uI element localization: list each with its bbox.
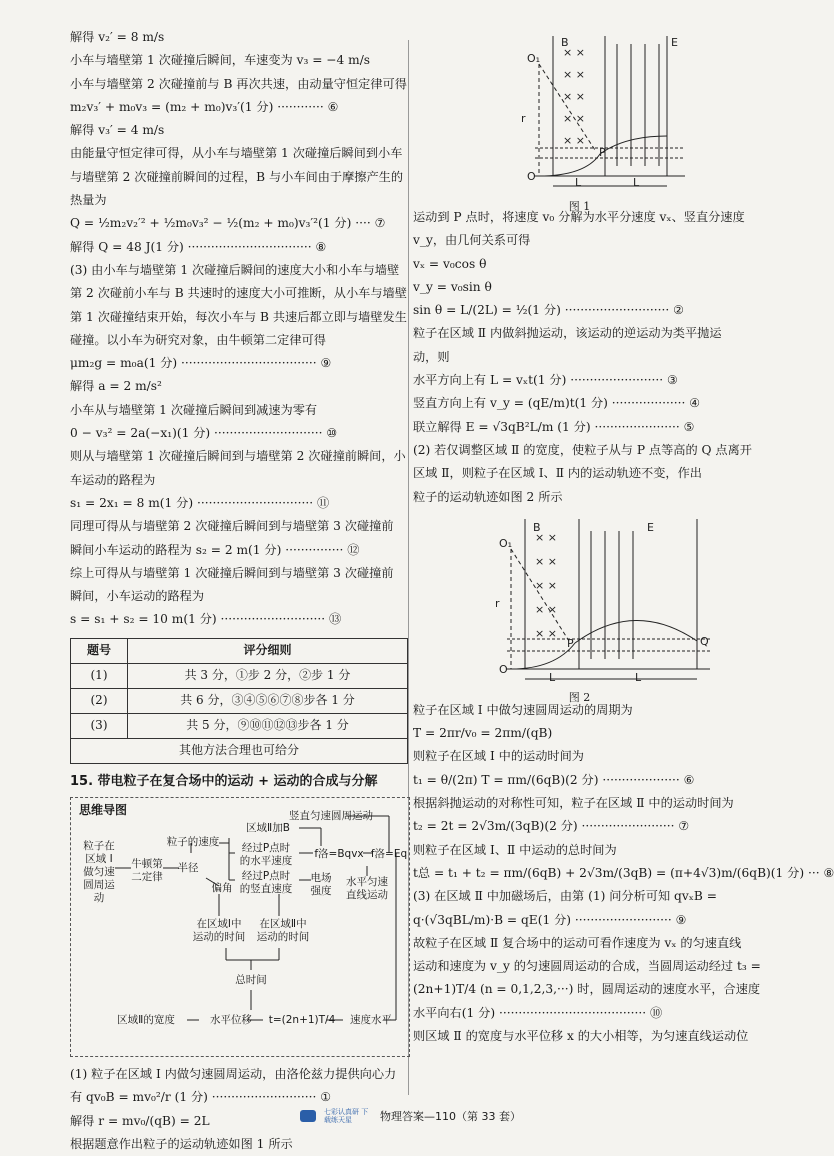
- mm-node-velocity-horizontal: 速度水平: [350, 1014, 392, 1027]
- page-label: 物理答案—110（第 33 套）: [380, 1110, 521, 1123]
- svg-text:× ×: × ×: [562, 90, 585, 103]
- mm-node-horizontal-line: 水平匀速 直线运动: [346, 876, 388, 902]
- text-line: 小车与墙壁第 2 次碰撞前与 B 再次共速，由动量守恒定律可得: [70, 76, 407, 91]
- mm-node-speed: 粒子的速度: [166, 836, 220, 849]
- text-line: vₓ = v₀cos θ: [413, 256, 487, 271]
- text-line: s = s₁ + s₂ = 10 m(1 分) ··························· ⑬: [70, 612, 342, 627]
- svg-text:O: O: [498, 662, 508, 676]
- table-footer-note: 其他方法合理也可给分: [71, 738, 408, 763]
- mm-node-time-region1: 在区域Ⅰ中 运动的时间: [192, 918, 246, 944]
- text-line: v_y = v₀sin θ: [413, 279, 492, 294]
- text-line: 联立解得 E = √3qB²L/m (1 分) ······················ ⑤: [413, 419, 695, 434]
- mm-node-time-formula: t=(2n+1)T/4: [268, 1014, 336, 1027]
- right-column: [413, 26, 834, 1048]
- text-line: 综上可得从与墙壁第 1 次碰撞后瞬间到与墙壁第 3 次碰撞前: [70, 565, 394, 580]
- svg-text:× ×: × ×: [534, 602, 557, 616]
- section-title: 15. 带电粒子在复合场中的运动 + 运动的合成与分解: [70, 773, 378, 789]
- solution-block-15-part1-cont: [413, 206, 752, 509]
- text-line: 则从与墙壁第 1 次碰撞后瞬间到与墙壁第 2 次碰撞前瞬间，小: [70, 449, 406, 464]
- text-line: t₂ = 2t = 2√3m/(3qB)(2 分) ························ ⑦: [413, 819, 690, 834]
- text-line: q·(√3qBL/m)·B = qE(1 分) ························· ⑨: [413, 912, 687, 927]
- mm-node-field-strength: 电场 强度: [310, 872, 332, 898]
- svg-text:× ×: × ×: [562, 112, 585, 125]
- text-line: sin θ = L/(2L) = ½(1 分) ··························· ②: [413, 303, 685, 318]
- logo-text: 七彩认真研 下载练天星: [324, 1108, 369, 1124]
- left-column: [70, 26, 408, 1156]
- text-line: t总 = t₁ + t₂ = πm/(6qB) + 2√3m/(3qB) = (π+4√3)m/(6qB)(1 分) ··· ⑧: [413, 865, 834, 880]
- svg-text:L: L: [548, 670, 555, 684]
- fig1-label-O: O: [526, 170, 536, 183]
- text-line: 运动和速度为 v_y 的匀速圆周运动的合成，当圆周运动经过 t₃ =: [413, 959, 761, 974]
- text-line: s₁ = 2x₁ = 8 m(1 分) ······························ ⑪: [70, 495, 330, 510]
- text-line: 瞬间，小车运动的路程为: [70, 589, 205, 604]
- table-row: [71, 738, 408, 763]
- figure-1-diagram: [435, 26, 725, 192]
- svg-text:P: P: [566, 636, 574, 650]
- table-row: [71, 663, 408, 688]
- mm-node-total-time: 总时间: [235, 974, 267, 987]
- text-line: 碰撞。以小车为研究对象，由牛顿第二定律可得: [70, 332, 326, 347]
- text-line: 第 1 次碰撞结束开始，每次小车与 B 共速后都立即与墙壁发生: [70, 309, 407, 324]
- text-line: 水平向右(1 分) ······································ ⑩: [413, 1005, 663, 1020]
- text-line: (1) 粒子在区域 Ⅰ 内做匀速圆周运动，由洛伦兹力提供向心力: [70, 1067, 397, 1082]
- text-line: 第 2 次碰前小车与 B 共速时的速度大小可推断，从小车与墙壁: [70, 286, 407, 301]
- fig1-label-P: P: [598, 146, 606, 159]
- svg-text:O₁: O₁: [498, 536, 512, 550]
- table-cell: 共 5 分，⑨⑩⑪⑫⑬步各 1 分: [128, 713, 408, 738]
- text-line: μm₂g = m₀a(1 分) ··································· ⑨: [70, 356, 332, 371]
- text-line: 粒子的运动轨迹如图 2 所示: [413, 489, 563, 504]
- mm-node-vertical-circle: 竖直匀速圆周运动: [289, 810, 373, 823]
- svg-text:Q: Q: [699, 634, 709, 648]
- text-line: Q = ½m₂v₂′² + ½m₀v₃² − ½(m₂ + m₀)v₃′²(1 分) ···· ⑦: [70, 216, 386, 231]
- mm-node-time-region2: 在区域Ⅱ中 运动的时间: [256, 918, 310, 944]
- fig1-label-L1: L: [574, 176, 581, 189]
- table-cell: (1): [71, 663, 128, 688]
- text-line: (3) 由小车与墙壁第 1 次碰撞后瞬间的速度大小和小车与墙壁: [70, 262, 400, 277]
- table-cell: (2): [71, 688, 128, 713]
- fig1-label-O1: O₁: [526, 52, 540, 65]
- fig1-label-L2: L: [632, 176, 639, 189]
- svg-text:L: L: [634, 670, 641, 684]
- mm-node-force-equal: f洛=Eq: [370, 848, 408, 861]
- text-line: m₂v₃′ + m₀v₃ = (m₂ + m₀)v₃′(1 分) ············ ⑥: [70, 99, 339, 114]
- table-cell: (3): [71, 713, 128, 738]
- fig1-label-E: E: [670, 36, 678, 49]
- text-line: 根据题意作出粒子的运动轨迹如图 1 所示: [70, 1136, 293, 1151]
- text-line: (2n+1)T/4 (n = 0,1,2,3,···) 时，圆周运动的速度水平，合速度: [413, 982, 761, 997]
- text-line: 区域 Ⅱ，则粒子在区域 Ⅰ、Ⅱ 内的运动轨迹不变，作出: [413, 466, 702, 481]
- publisher-logo-icon: [300, 1110, 316, 1122]
- svg-text:× ×: × ×: [562, 46, 585, 59]
- text-line: 动，则: [413, 349, 450, 364]
- mm-node-radius: 半径: [177, 862, 199, 875]
- figure-2-caption: 图 2: [568, 691, 591, 705]
- text-line: (2) 若仅调整区域 Ⅱ 的宽度，使粒子从与 P 点等高的 Q 点离开: [413, 442, 752, 457]
- fig1-label-r: r: [520, 112, 526, 125]
- svg-text:E: E: [646, 520, 654, 534]
- text-line: 则区域 Ⅱ 的宽度与水平位移 x 的大小相等，为匀速直线运动位: [413, 1029, 749, 1044]
- text-line: 解得 r = mv₀/(qB) = 2L: [70, 1113, 210, 1128]
- text-line: 粒子在区域 Ⅱ 内做斜抛运动，该运动的逆运动为类平抛运: [413, 326, 722, 341]
- solution-block-15-part2-3: [413, 699, 834, 1048]
- text-line: 解得 v₃′ = 4 m/s: [70, 123, 165, 138]
- table-row: [71, 688, 408, 713]
- mm-node-lorentz-force: f洛=Bqvx: [314, 848, 364, 861]
- solution-block-part2-3: [70, 26, 405, 632]
- text-line: 根据斜抛运动的对称性可知，粒子在区域 Ⅱ 中的运动时间为: [413, 796, 734, 811]
- svg-text:× ×: × ×: [562, 134, 585, 147]
- text-line: 解得 a = 2 m/s²: [70, 379, 162, 394]
- figure-2: [435, 509, 725, 705]
- text-line: 车运动的路程为: [70, 472, 156, 487]
- text-line: 与墙壁第 2 次碰撞前瞬间的过程，B 与小车间由于摩擦产生的: [70, 169, 404, 184]
- mind-map-title: 思维导图: [79, 803, 128, 818]
- mm-node-pass-horizontal: 经过P点时 的水平速度: [239, 842, 293, 868]
- text-line: 小车从与墙壁第 1 次碰撞后瞬间到减速为零有: [70, 402, 318, 417]
- scoring-table: [70, 638, 408, 764]
- mm-node-region2-addB: 区域Ⅱ加B: [246, 822, 290, 835]
- figure-2-diagram: [435, 509, 725, 683]
- text-line: 解得 Q = 48 J(1 分) ································ ⑧: [70, 239, 327, 254]
- table-cell: 共 3 分，①步 2 分，②步 1 分: [128, 663, 408, 688]
- page-footer: [300, 1108, 521, 1124]
- text-line: (3) 在区域 Ⅱ 中加磁场后，由第 (1) 问分析可知 qvₓB =: [413, 889, 717, 904]
- svg-text:B: B: [532, 520, 541, 534]
- text-line: 水平方向上有 L = vₓt(1 分) ························ ③: [413, 373, 678, 388]
- svg-text:× ×: × ×: [534, 554, 557, 568]
- svg-text:× ×: × ×: [534, 578, 557, 592]
- text-line: 则粒子在区域 Ⅰ、Ⅱ 中运动的总时间为: [413, 842, 617, 857]
- text-line: 粒子在区域 Ⅰ 中做匀速圆周运动的周期为: [413, 702, 633, 717]
- mm-node-region1-circle: 粒子在 区域 Ⅰ 做匀速 圆周运动: [83, 840, 115, 905]
- mind-map: [70, 797, 410, 1057]
- text-line: v_y，由几何关系可得: [413, 233, 531, 248]
- mm-node-newton-law: 牛顿第 二定律: [131, 858, 163, 884]
- table-header-number: 题号: [71, 638, 128, 663]
- text-line: 0 − v₃² = 2a(−x₁)(1 分) ···························· ⑩: [70, 426, 338, 441]
- table-row: [71, 713, 408, 738]
- table-header-rules: 评分细则: [128, 638, 408, 663]
- text-line: 竖直方向上有 v_y = (qE/m)t(1 分) ··················· ④: [413, 396, 701, 411]
- svg-text:r: r: [494, 596, 500, 610]
- text-line: 由能量守恒定律可得，从小车与墙壁第 1 次碰撞后瞬间到小车: [70, 146, 403, 161]
- text-line: 则粒子在区域 Ⅰ 中的运动时间为: [413, 749, 584, 764]
- table-cell: 共 6 分，③④⑤⑥⑦⑧步各 1 分: [128, 688, 408, 713]
- text-line: 解得 v₂′ = 8 m/s: [70, 30, 165, 44]
- text-line: t₁ = θ/(2π) T = πm/(6qB)(2 分) ···················· ⑥: [413, 772, 695, 787]
- svg-text:× ×: × ×: [562, 68, 585, 81]
- text-line: 小车与墙壁第 1 次碰撞后瞬间，车速变为 v₃ = −4 m/s: [70, 53, 371, 68]
- text-line: 有 qv₀B = mv₀²/r (1 分) ··························· ①: [70, 1090, 332, 1105]
- svg-text:× ×: × ×: [534, 626, 557, 640]
- text-line: 运动到 P 点时，将速度 v₀ 分解为水平分速度 vₓ、竖直分速度: [413, 210, 745, 224]
- mm-node-displacement: 水平位移: [210, 1014, 252, 1027]
- text-line: T = 2πr/v₀ = 2πm/(qB): [413, 726, 553, 741]
- fig1-label-B: B: [560, 36, 569, 49]
- text-line: 热量为: [70, 193, 107, 208]
- svg-text:× ×: × ×: [534, 530, 557, 544]
- figure-1: [435, 26, 725, 214]
- text-line: 故粒子在区域 Ⅱ 复合场中的运动可看作速度为 vₓ 的匀速直线: [413, 935, 742, 950]
- mm-node-region2-width: 区域Ⅱ的宽度: [117, 1014, 175, 1027]
- text-line: 同理可得从与墙壁第 2 次碰撞后瞬间到与墙壁第 3 次碰撞前: [70, 519, 394, 534]
- text-line: 瞬间小车运动的路程为 s₂ = 2 m(1 分) ··············· ⑫: [70, 542, 360, 557]
- mm-node-pass-vertical: 经过P点时 的竖直速度: [239, 870, 293, 896]
- figure-1-caption: 图 1: [568, 200, 591, 214]
- mm-node-angle: 偏角: [211, 882, 233, 895]
